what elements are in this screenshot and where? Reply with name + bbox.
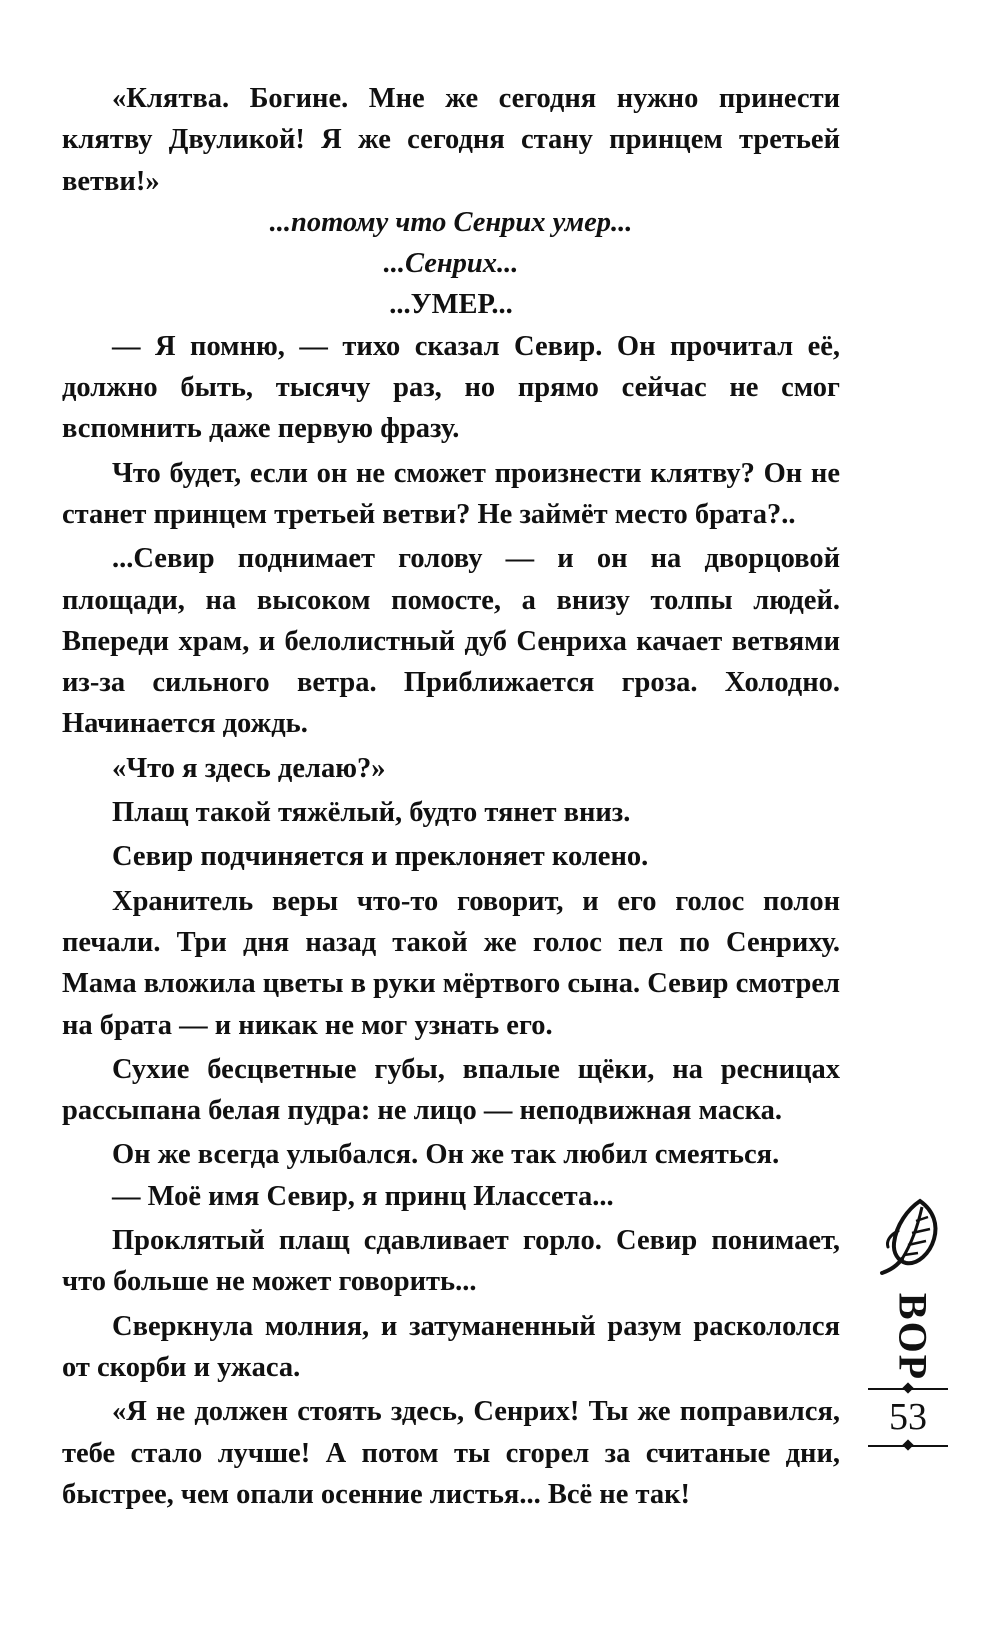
paragraph: Сверкнула молния, и затуманенный разум раскололся от скорби и ужаса. — [62, 1310, 840, 1383]
paragraph: Что будет, если он не сможет произнести клятву? Он не станет принцем третьей ветви? Не займёт место брата?.. — [62, 457, 840, 530]
page-body — [62, 78, 840, 1515]
paragraph: Проклятый плащ сдавливает горло. Севир понимает, что больше не может говорить... — [62, 1225, 840, 1298]
paragraph: — Моё имя Севир, я принц Иласcета... — [112, 1180, 614, 1212]
paragraph: «Что я здесь делаю?» — [112, 752, 386, 784]
paragraph: ...Севир поднимает голову — и он на дворцовой площади, на высоком помосте, а внизу толпы людей. Впереди храм, и белолистный дуб Сенриха качает ветвями из-за сильного ветра. Приближается гроза. Холодно. Начинается дождь. — [62, 543, 840, 740]
page-number: 53 — [889, 1396, 927, 1438]
running-title: ВОР — [890, 1292, 936, 1382]
feather-icon — [878, 1195, 948, 1280]
paragraph: — Я помню, — тихо сказал Севир. Он прочитал её, должно быть, тысячу раз, но прямо сейчас не смог вспомнить даже первую фразу. — [62, 330, 840, 445]
paragraph: «Я не должен стоять здесь, Сенрих! Ты же поправился, тебе стало лучше! А потом ты сгорел за считаные дни, быстрее, чем опали осенние листья... Всё не так! — [62, 1396, 840, 1510]
emphasis-line: ...УМЕР... — [389, 289, 513, 321]
paragraph: Сухие бесцветные губы, впалые щёки, на ресницах рассыпана белая пудра: не лицо — неподвижная маска. — [62, 1053, 840, 1127]
page-sidebar — [868, 1195, 958, 1495]
ornament-diamond — [902, 1382, 913, 1393]
paragraph: Плащ такой тяжёлый, будто тянет вниз. — [112, 797, 631, 829]
ornament-diamond — [902, 1439, 913, 1450]
paragraph: Хранитель веры что-то говорит, и его голос полон печали. Три дня назад такой же голос пел по Сенриху. Мама вложила цветы в руки мёртвого сына. Севир смотрел на брата — и никак не мог узнать его. — [62, 885, 840, 1041]
paragraph: Севир подчиняется и преклоняет колено. — [112, 841, 649, 873]
italic-line: ...потому что Сенрих умер... — [269, 206, 633, 238]
paragraph: Он же всегда улыбался. Он же так любил смеяться. — [112, 1139, 780, 1171]
italic-line: ...Сенрих... — [383, 248, 519, 280]
paragraph: «Клятва. Богине. Мне же сегодня нужно принести клятву Двуликой! Я же сегодня стану принцем третьей ветви!» — [62, 83, 840, 197]
